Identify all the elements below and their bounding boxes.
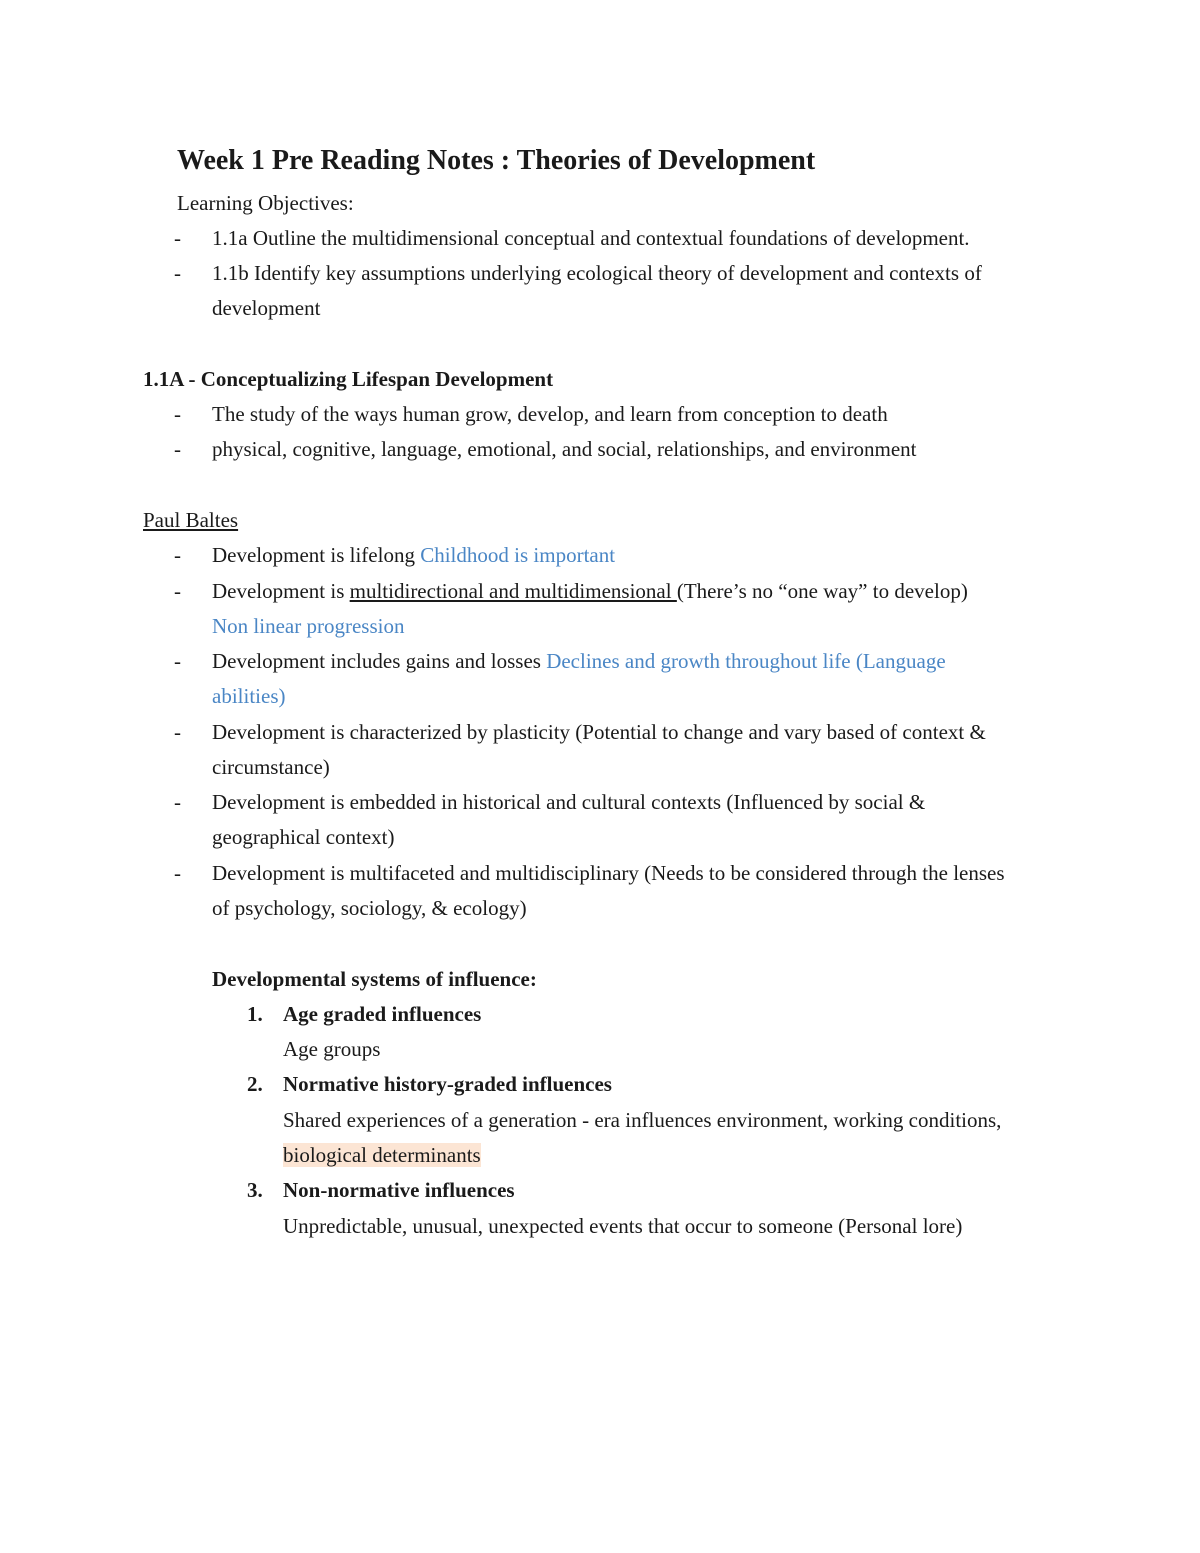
- baltes-heading: Paul Baltes: [143, 508, 239, 532]
- objective-item: 1.1b Identify key assumptions underlying ecological theory of development and contexts of: [212, 261, 982, 285]
- list-number: 2.: [247, 1072, 263, 1096]
- influences-heading: Developmental systems of influence:: [212, 967, 537, 991]
- objective-item: 1.1a Outline the multidimensional conceptual and contextual foundations of development.: [212, 226, 970, 250]
- bullet-dash: -: [174, 649, 181, 673]
- influence-description-continued: [283, 1141, 481, 1169]
- influence-description: Shared experiences of a generation - era influences environment, working conditions,: [283, 1108, 1002, 1132]
- influence-description: Age groups: [283, 1037, 381, 1061]
- section-heading: 1.1A - Conceptualizing Lifespan Development: [143, 367, 554, 391]
- influence-title: Age graded influences: [283, 1002, 482, 1026]
- page-title: Week 1 Pre Reading Notes : Theories of Development: [177, 145, 816, 176]
- objectives-heading: Learning Objectives:: [177, 191, 354, 215]
- bullet-dash: -: [174, 790, 181, 814]
- bullet-dash: -: [174, 402, 181, 426]
- baltes-principle-continued: geographical context): [212, 825, 395, 849]
- influence-title: Non-normative influences: [283, 1178, 515, 1202]
- list-item: physical, cognitive, language, emotional, and social, relationships, and environment: [212, 437, 917, 461]
- baltes-principle-continued: of psychology, sociology, & ecology): [212, 896, 527, 920]
- bullet-dash: -: [174, 437, 181, 461]
- principle-detail: (There’s no “one way” to develop): [676, 579, 968, 603]
- blue-note: Declines and growth throughout life (Language: [546, 649, 946, 673]
- list-number: 1.: [247, 1002, 263, 1026]
- list-number: 3.: [247, 1178, 263, 1202]
- influence-description: Unpredictable, unusual, unexpected events that occur to someone (Personal lore): [283, 1214, 963, 1238]
- baltes-principle: Development is characterized by plasticity (Potential to change and vary based of context &: [212, 720, 986, 744]
- blue-note: Childhood is important: [420, 543, 616, 567]
- underlined-term: multidirectional and multidimensional: [349, 579, 677, 603]
- baltes-principle: Development is embedded in historical and cultural contexts (Influenced by social &: [212, 790, 926, 814]
- baltes-principle-continued: circumstance): [212, 755, 330, 779]
- baltes-principle: [212, 577, 968, 605]
- principle-text: Development includes gains and losses: [212, 649, 547, 673]
- bullet-dash: -: [174, 226, 181, 250]
- highlighted-text: biological determinants: [283, 1143, 481, 1167]
- principle-text: Development is: [212, 579, 350, 603]
- baltes-principle: [212, 647, 946, 675]
- baltes-principle: Development is multifaceted and multidisciplinary (Needs to be considered through the lenses: [212, 861, 1005, 885]
- bullet-dash: -: [174, 261, 181, 285]
- list-item: The study of the ways human grow, develop, and learn from conception to death: [212, 402, 888, 426]
- blue-note: abilities): [212, 684, 286, 708]
- bullet-dash: -: [174, 579, 181, 603]
- bullet-dash: -: [174, 861, 181, 885]
- baltes-principle: [212, 541, 615, 569]
- bullet-dash: -: [174, 543, 181, 567]
- principle-text: Development is lifelong: [212, 543, 421, 567]
- bullet-dash: -: [174, 720, 181, 744]
- influence-title: Normative history-graded influences: [283, 1072, 612, 1096]
- objective-item-continued: development: [212, 296, 321, 320]
- blue-note: Non linear progression: [212, 614, 405, 638]
